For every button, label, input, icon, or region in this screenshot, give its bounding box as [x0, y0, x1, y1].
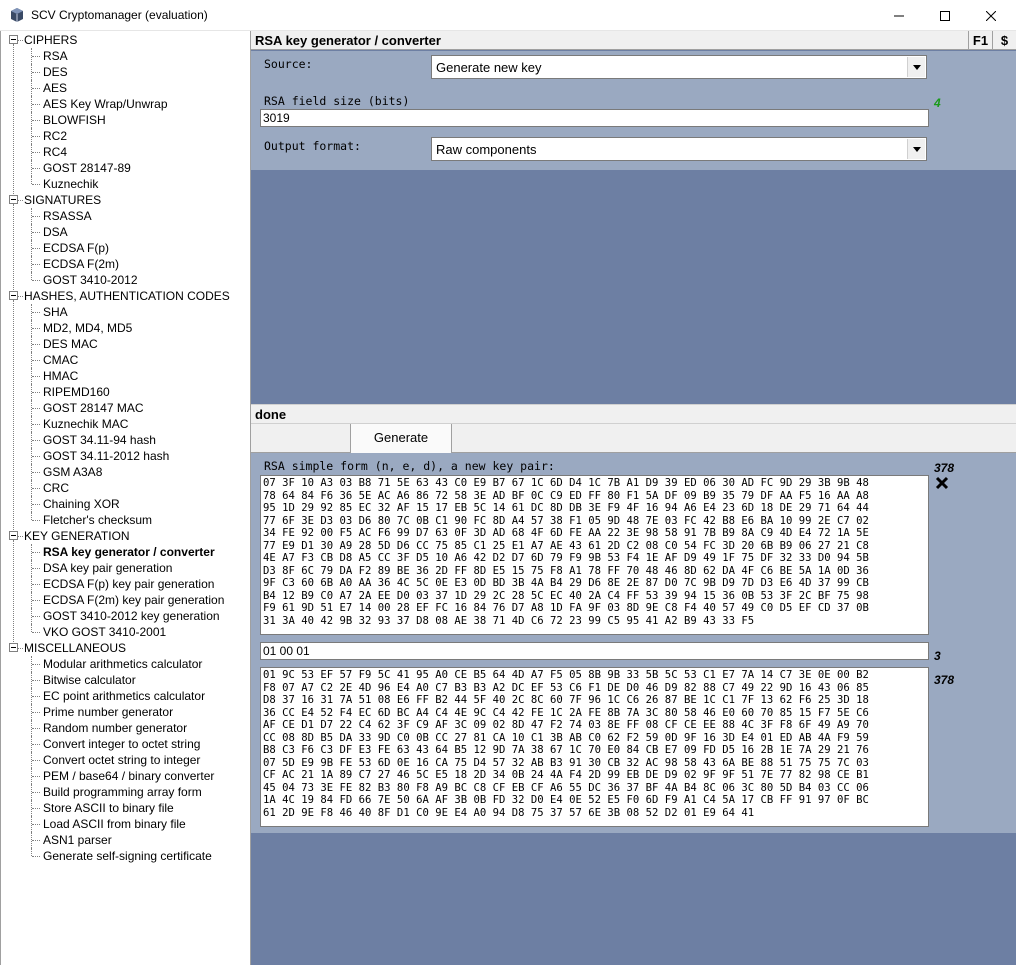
hex-line: 77 6F 3E D3 03 D6 80 7C 0B C1 90 FC 8D A4 57 38 F1 05 9D 48 7E 03 FC 42 B8 E6 BA 10 99 2E C7 02	[263, 514, 869, 527]
tree-item[interactable]	[1, 272, 251, 288]
tree-item[interactable]	[1, 576, 251, 592]
n-counter: 378	[934, 461, 955, 475]
dropdown-arrow-icon	[907, 139, 925, 159]
tree-item[interactable]	[1, 48, 251, 64]
collapse-icon[interactable]	[9, 195, 18, 204]
tree-item[interactable]	[1, 672, 251, 688]
hex-line: 4E A7 F3 CB D8 A5 CC 3F D5 10 A6 42 D2 D7 6D 79 F9 9B 53 F4 1E AF D9 49 1F 75 DF 32 33 D0 94 5B	[263, 552, 869, 564]
tree-item-label: ECDSA F(p)	[43, 241, 110, 255]
hex-line: 07 5D E9 9B FE 53 6D 0E 16 CA 75 D4 57 32 AB B3 91 30 CB 32 AC 98 58 43 6A BE 88 51 75 75 7C 03	[263, 756, 869, 769]
tree-item[interactable]	[1, 624, 251, 640]
panel-title: RSA key generator / converter	[255, 33, 441, 48]
tree-item-label: RSA key generator / converter	[43, 545, 215, 559]
tree-item-label: AES	[43, 81, 68, 95]
tree-item[interactable]	[1, 592, 251, 608]
tree-item[interactable]	[1, 480, 251, 496]
tree-item-label: GOST 34.11-2012 hash	[43, 449, 170, 463]
tree-item[interactable]	[1, 352, 251, 368]
tree-item-label: Convert octet string to integer	[43, 753, 201, 767]
e-field[interactable]: 01 00 01	[260, 642, 929, 660]
navigation-tree	[0, 31, 251, 965]
tree-item-label: RC2	[43, 129, 68, 143]
tree-item-label: HMAC	[43, 369, 79, 383]
tree-item[interactable]	[1, 464, 251, 480]
tree-item-label: GOST 28147 MAC	[43, 401, 144, 415]
results-panel	[251, 453, 1016, 833]
tree-item-label: BLOWFISH	[43, 113, 106, 127]
collapse-icon[interactable]	[9, 291, 18, 300]
hex-line: D3 8F 6C 79 DA F2 89 BE 36 2D FF 8D E5 15 75 F8 A1 78 FF 70 48 46 8D 62 DA 4F C6 BE 5A 1A 0D 36	[263, 564, 869, 577]
tree-item-label: ECDSA F(p) key pair generation	[43, 577, 215, 591]
tree-category-label: HASHES, AUTHENTICATION CODES	[24, 289, 230, 303]
window-title: SCV Cryptomanager (evaluation)	[31, 8, 208, 22]
tree-item[interactable]	[1, 64, 251, 80]
tree-item[interactable]	[1, 240, 251, 256]
hex-line: B4 12 B9 C0 A7 2A EE D0 03 37 1D 29 2C 28 5C EC 40 2A C4 FF 53 39 94 15 36 0B 53 3F 2C BF 75 98	[263, 589, 869, 602]
tree-item-label: AES Key Wrap/Unwrap	[43, 97, 168, 111]
source-select[interactable]	[431, 55, 927, 79]
tree-item[interactable]	[1, 752, 251, 768]
tree-item[interactable]	[1, 544, 251, 560]
tree-item[interactable]	[1, 704, 251, 720]
source-value: Generate new key	[436, 60, 542, 75]
hex-line: 31 3A 40 42 9B 32 93 37 D8 08 AE 38 71 4D C6 72 23 99 C5 95 41 A2 B9 43 33 F5	[263, 614, 755, 627]
tree-item-label: Generate self-signing certificate	[43, 849, 212, 863]
tree-item[interactable]	[1, 336, 251, 352]
tree-item-label: Kuznechik MAC	[43, 417, 129, 431]
tree-item[interactable]	[1, 736, 251, 752]
tree-item-label: Fletcher's checksum	[43, 513, 152, 527]
tree-item[interactable]	[1, 80, 251, 96]
tree-item-label: DES MAC	[43, 337, 98, 351]
tree-item[interactable]	[1, 816, 251, 832]
close-icon	[986, 11, 996, 21]
status-bar	[251, 404, 1016, 423]
tree-item-label: CRC	[43, 481, 69, 495]
collapse-icon[interactable]	[9, 643, 18, 652]
tree-category-label: KEY GENERATION	[24, 529, 130, 543]
tree-item-label: GOST 28147-89	[43, 161, 131, 175]
close-button[interactable]	[968, 0, 1014, 31]
hex-line: CC 08 8D B5 DA 33 9D C0 0B CC 27 81 CA 10 C1 3B AB C0 62 F2 59 0D 9F 16 3D E4 01 ED AB 4A F9 59	[263, 731, 869, 744]
minimize-button[interactable]	[876, 0, 922, 31]
hex-line: F8 07 A7 C2 2E 4D 96 E4 A0 C7 B3 B3 A2 DC EF 53 C6 F1 DE D0 46 D9 82 88 C7 49 22 9D 16 43 06 85	[263, 681, 869, 694]
tree-item[interactable]	[1, 368, 251, 384]
tree-item[interactable]	[1, 224, 251, 240]
tree-item-label: ECDSA F(2m)	[43, 257, 120, 271]
tree-item-label: GSM A3A8	[43, 465, 103, 479]
hex-line: 34 FE 92 00 F5 AC F6 99 D7 63 0F 3D AD 68 4F 6D FE AA 22 3E 98 58 91 7B B9 8A C9 4D E4 72 1A 5E	[263, 527, 869, 539]
tree-item-label: MD2, MD4, MD5	[43, 321, 133, 335]
hex-line: 61 2D 9E F8 46 40 8F D1 C0 9E E4 A0 94 D8 75 37 57 6E 3B 08 52 D2 01 E9 64 41	[263, 806, 755, 819]
tree-item[interactable]	[1, 160, 251, 176]
tree-item-label: VKO GOST 3410-2001	[43, 625, 167, 639]
tree-category[interactable]	[1, 640, 251, 656]
tree-item-label: GOST 3410-2012	[43, 273, 138, 287]
tree-item-label: GOST 3410-2012 key generation	[43, 609, 220, 623]
tree-category-label: MISCELLANEOUS	[24, 641, 127, 655]
tree-item[interactable]	[1, 768, 251, 784]
field-size-input[interactable]: 3019	[260, 109, 929, 127]
tree-item[interactable]	[1, 96, 251, 112]
tree-item[interactable]	[1, 320, 251, 336]
minimize-icon	[894, 11, 904, 21]
tree-category-label: CIPHERS	[24, 33, 78, 47]
hex-line: AF CE D1 D7 22 C4 62 3F C9 AF 3C 09 02 8D 47 F2 74 03 8E FF 08 CF CE EE 88 4C 3F F8 6F 49 A9 70	[263, 719, 869, 731]
tree-item[interactable]	[1, 800, 251, 816]
e-counter: 3	[934, 649, 941, 663]
source-label: Source:	[264, 57, 313, 71]
tree-item-label: Modular arithmetics calculator	[43, 657, 203, 671]
tree-item-label: Store ASCII to binary file	[43, 801, 174, 815]
tree-item-label: ECDSA F(2m) key pair generation	[43, 593, 225, 607]
dropdown-arrow-icon	[907, 57, 925, 77]
hex-line: CF AC 21 1A 89 C7 27 46 5C E5 18 2D 34 0B 24 4A F4 2D 99 EB DE D9 02 9F 9F 51 7E 77 82 98 CE B1	[263, 769, 869, 781]
action-bar	[251, 423, 1016, 453]
maximize-icon	[940, 11, 950, 21]
n-hex-field[interactable]	[260, 475, 929, 635]
tree-item-label: RC4	[43, 145, 68, 159]
tree-item-label: Random number generator	[43, 721, 188, 735]
tree-item[interactable]	[1, 304, 251, 320]
tree-item-label: RSASSA	[43, 209, 92, 223]
tree-item[interactable]	[1, 720, 251, 736]
price-button[interactable]: $	[992, 31, 1016, 50]
tree-item-label: CMAC	[43, 353, 79, 367]
tree-item-label: Build programming array form	[43, 785, 202, 799]
title-bar	[0, 0, 1016, 31]
collapse-icon[interactable]	[9, 35, 18, 44]
field-size-label: RSA field size (bits)	[264, 94, 410, 108]
output-format-value: Raw components	[436, 142, 537, 157]
output-format-select[interactable]	[431, 137, 927, 161]
tree-item-label: GOST 34.11-94 hash	[43, 433, 156, 447]
hex-line: 9F C3 60 6B A0 AA 36 4C 5C 0E E3 0D BD 3B 4A B4 29 D6 8E 2E 87 D0 7C 9B D9 7D D3 E6 4D 37 99 CB	[263, 577, 869, 589]
tree-item[interactable]	[1, 496, 251, 512]
tree-item[interactable]	[1, 512, 251, 528]
tree-item-label: Prime number generator	[43, 705, 174, 719]
tree-item[interactable]	[1, 560, 251, 576]
tree-item[interactable]	[1, 256, 251, 272]
parameters-panel	[251, 51, 1016, 170]
maximize-button[interactable]	[922, 0, 968, 31]
tree-item-label: ASN1 parser	[43, 833, 112, 847]
hex-line: B8 C3 F6 C3 DF E3 FE 63 43 64 B5 12 9D 7A 38 67 1C 70 E0 84 CB E7 09 FD D5 16 2B 1E 7A 29 21 76	[263, 744, 869, 756]
tree-item[interactable]	[1, 384, 251, 400]
tree-item[interactable]	[1, 608, 251, 624]
tree-item[interactable]	[1, 448, 251, 464]
panel-header	[251, 31, 1016, 50]
tree-item-label: Kuznechik	[43, 177, 99, 191]
generate-button[interactable]: Generate	[350, 424, 452, 454]
tree-category[interactable]	[1, 528, 251, 544]
tree-category[interactable]	[1, 192, 251, 208]
tree-item[interactable]	[1, 176, 251, 192]
tree-item[interactable]	[1, 432, 251, 448]
tree-item-label: Convert integer to octet string	[43, 737, 201, 751]
hex-line: 01 9C 53 EF 57 F9 5C 41 95 A0 CE B5 64 4D A7 F5 05 8B 9B 33 5B 5C 53 C1 E7 7A 14 C7 3E 0E 00 B2	[263, 669, 869, 681]
tree-item-label: Bitwise calculator	[43, 673, 136, 687]
tree-item[interactable]	[1, 784, 251, 800]
tree-item-label: DSA	[43, 225, 68, 239]
app-icon	[9, 7, 25, 23]
collapse-icon[interactable]	[9, 531, 18, 540]
hex-line: 95 1D 29 92 85 EC 32 AF 15 17 EB 5C 14 61 DC 8D DB 3E F9 4F 16 94 A6 E4 23 6D 18 DE 29 71 64 44	[263, 502, 869, 514]
tree-item-label: DES	[43, 65, 68, 79]
status-text: done	[255, 407, 287, 422]
tree-item[interactable]	[1, 112, 251, 128]
tree-item-label: DSA key pair generation	[43, 561, 173, 575]
close-x-icon[interactable]	[935, 476, 949, 490]
tree-category-label: SIGNATURES	[24, 193, 102, 207]
tree-item-label: Chaining XOR	[43, 497, 120, 511]
tree-item[interactable]	[1, 416, 251, 432]
tree-item-label: Load ASCII from binary file	[43, 817, 186, 831]
tree-category[interactable]	[1, 288, 251, 304]
tree-category[interactable]	[1, 32, 251, 48]
output-format-label: Output format:	[264, 139, 361, 153]
tree-item-label: RSA	[43, 49, 68, 63]
tree-item[interactable]	[1, 144, 251, 160]
tree-item-label: SHA	[43, 305, 68, 319]
tree-item[interactable]	[1, 688, 251, 704]
tree-item-label: PEM / base64 / binary converter	[43, 769, 215, 783]
tree-item[interactable]	[1, 400, 251, 416]
tree-item-label: EC point arithmetics calculator	[43, 689, 206, 703]
hex-line: 77 E9 D1 30 A9 28 5D D6 CC 75 85 C1 25 E1 A7 AE 43 61 2D C2 08 C0 54 FC 3D 20 6B B9 06 27 21 C8	[263, 539, 869, 552]
field-size-counter: 4	[934, 96, 941, 110]
d-hex-field[interactable]	[260, 667, 929, 827]
hex-line: D8 37 16 31 7A 51 08 E6 FF B2 44 5F 40 2C 8C 60 7F 96 1C C6 26 87 BE 1C C1 7F 13 62 F6 25 3D 18	[263, 694, 869, 706]
hex-line: 45 04 73 3E FE 82 B3 80 F8 A9 BC C8 CF EB CF A6 55 DC 36 37 BF 4A B4 8C 06 3C 80 5D B4 03 CC 06	[263, 781, 869, 794]
tree-item-label: RIPEMD160	[43, 385, 110, 399]
help-button[interactable]: F1	[968, 31, 992, 50]
hex-line: 78 64 84 F6 36 5E AC A6 86 72 58 3E AD BF 0C C9 ED FF 80 F1 5A DF 09 B9 35 79 DF AA F5 16 AA A8	[263, 489, 869, 502]
tree-item[interactable]	[1, 656, 251, 672]
hex-line: 36 CC E4 52 F4 EC 6D BC A4 C4 4E 9C C4 42 FE 1C 2A FE 8B 7A 3C 80 58 46 E0 60 70 85 15 F7 5E C6	[263, 706, 869, 719]
d-counter: 378	[934, 673, 955, 687]
hex-line: 1A 4C 19 84 FD 66 7E 50 6A AF 3B 0B FD 32 D0 E4 0E 52 E5 F0 6D F9 A1 C4 5A 17 CB FF 91 97 0F BC	[263, 794, 869, 806]
n-label: RSA simple form (n, e, d), a new key pair:	[264, 459, 555, 473]
tree-item[interactable]	[1, 128, 251, 144]
main-panel	[251, 31, 1016, 965]
tree-item[interactable]	[1, 832, 251, 848]
tree-item[interactable]	[1, 848, 251, 864]
hex-line: F9 61 9D 51 E7 14 00 28 EF FC 16 84 76 D7 A8 1D FA 9F 03 8D 9E C8 F4 40 57 49 C0 D5 EF CD 37 0B	[263, 602, 869, 614]
hex-line: 07 3F 10 A3 03 B8 71 5E 63 43 C0 E9 B7 67 1C 6D D4 1C 7B A1 D9 39 ED 06 30 AD FC 9D 29 3B 9B 48	[263, 477, 869, 489]
tree-item[interactable]	[1, 208, 251, 224]
